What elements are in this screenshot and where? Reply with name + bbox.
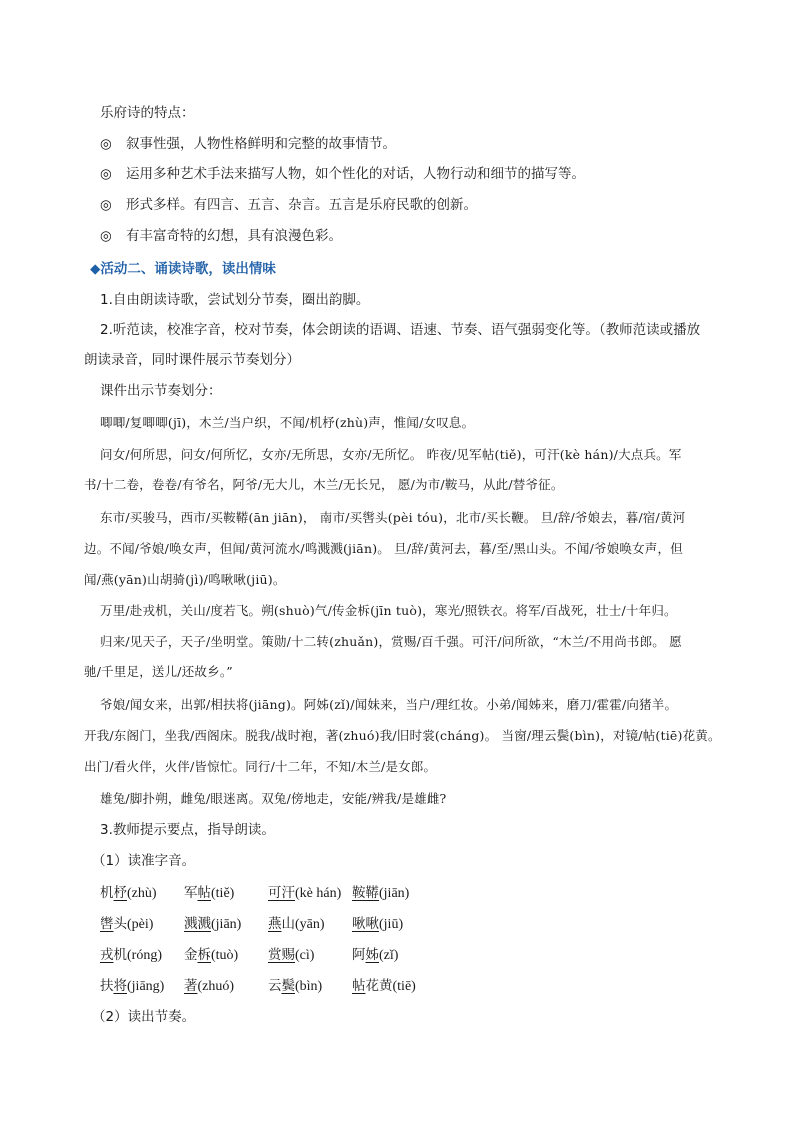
poem-stanza-2-line-1: 问女/何所思，问女/何所忆，女亦/无所思，女亦/无所忆。 昨夜/见军帖(tiě)，可汗(kè hán)/大点兵。军 [100, 447, 682, 462]
bullet-mark: ◎ [100, 166, 112, 182]
vocab-item: 赏赐(cì) [268, 947, 315, 963]
vocab-item: 云鬓(bìn) [268, 978, 323, 994]
poem-stanza-2-line-2: 书/十二卷，卷卷/有爷名，阿爷/无大儿，木兰/无长兄， 愿/为市/鞍马，从此/替爷征。 [84, 477, 564, 492]
sub-step-rhythm: （2）读出节奏。 [92, 1009, 196, 1025]
vocab-item: 著(zhuó) [184, 978, 235, 994]
vocab-item: 金柝(tuò) [184, 947, 239, 963]
poem-stanza-4: 万里/赴戎机，关山/度若飞。朔(shuò)气/传金柝(jīn tuò)，寒光/照铁衣。将军/百战死，壮士/十年归。 [100, 603, 677, 618]
vocab-item: 可汗(kè hán) [268, 885, 342, 901]
vocab-item: 戎机(róng) [100, 947, 162, 963]
vocab-item: 帖花黄(tiē) [352, 978, 416, 994]
vocab-item: 溅溅(jiān) [184, 916, 242, 932]
step-3: 3.教师提示要点，指导朗读。 [100, 822, 275, 838]
poem-stanza-6-line-2: 开我/东阁门，坐我/西阁床。脱我/战时袍，著(zhuó)我/旧时裳(cháng)。 当窗/理云鬓(bìn)，对镜/帖(tiē)花黄。 [84, 728, 721, 743]
step-2-line-2: 朗读录音，同时课件展示节奏划分） [84, 352, 300, 368]
feature-text: 运用多种艺术手法来描写人物，如个性化的对话，人物行动和细节的描写等。 [126, 166, 585, 182]
vocab-item: 军帖(tiě) [184, 885, 235, 901]
courseware-label: 课件出示节奏划分： [100, 383, 222, 399]
sub-step-pronunciation: （1）读准字音。 [92, 853, 196, 869]
vocab-item: 机杼(zhù) [100, 885, 157, 901]
poem-stanza-6-line-1: 爷娘/闻女来，出郭/相扶将(jiāng)。阿姊(zǐ)/闻妹来，当户/理红妆。小弟/闻姊来，磨刀/霍霍/向猪羊。 [100, 697, 678, 712]
poem-stanza-3-line-1: 东市/买骏马，西市/买鞍鞯(ān jiān)， 南市/买辔头(pèi tóu)，北市/买长鞭。 旦/辞/爷娘去，暮/宿/黄河 [100, 510, 686, 525]
poem-stanza-1: 唧唧/复唧唧(jī)，木兰/当户织，不闻/机杼(zhù)声，惟闻/女叹息。 [100, 415, 475, 430]
vocab-item: 阿姊(zǐ) [352, 947, 399, 963]
features-title: 乐府诗的特点： [100, 105, 195, 121]
feature-text: 有丰富奇特的幻想，具有浪漫色彩。 [126, 228, 342, 244]
feature-text: 叙事性强，人物性格鲜明和完整的故事情节。 [126, 136, 396, 152]
bullet-mark: ◎ [100, 197, 112, 213]
vocab-item: 扶将(jiāng) [100, 978, 165, 994]
poem-stanza-6-line-3: 出门/看火伴，火伴/皆惊忙。同行/十二年，不知/木兰/是女郎。 [84, 759, 437, 774]
feature-item [100, 227, 342, 245]
vocab-item: 燕山(yān) [268, 916, 325, 932]
poem-stanza-5-line-2: 驰/千里足，送儿/还故乡。” [84, 664, 233, 679]
feature-text: 形式多样。有四言、五言、杂言。五言是乐府民歌的创新。 [126, 197, 477, 213]
poem-stanza-5-line-1: 归来/见天子，天子/坐明堂。策勋/十二转(zhuǎn)，赏赐/百千强。可汗/问所欲，“木兰/不用尚书郎。 愿 [100, 634, 682, 649]
vocab-item: 鞍鞯(jiān) [352, 885, 410, 901]
bullet-mark: ◎ [100, 136, 112, 152]
activity-heading: ◆活动二、诵读诗歌，读出情味 [90, 261, 276, 277]
poem-stanza-3-line-2: 边。不闻/爷娘/唤女声，但闻/黄河流水/鸣溅溅(jiān)。 旦/辞/黄河去，暮/至/黑山头。不闻/爷娘唤女声，但 [84, 541, 683, 556]
poem-stanza-3-line-3: 闻/燕(yān)山胡骑(jì)/鸣啾啾(jiū)。 [84, 572, 286, 587]
bullet-mark: ◎ [100, 228, 112, 244]
vocab-item: 啾啾(jiū) [352, 916, 404, 932]
vocab-item: 辔头(pèi) [100, 916, 154, 932]
step-2-line-1: 2.听范读，校准字音，校对节奏，体会朗读的语调、语速、节奏、语气强弱变化等。（教师范读或播放 [100, 322, 701, 338]
poem-stanza-7: 雄兔/脚扑朔，雌兔/眼迷离。双兔/傍地走，安能/辨我/是雄雌? [100, 791, 447, 806]
feature-item [100, 165, 585, 183]
step-1: 1.自由朗读诗歌，尝试划分节奏，圈出韵脚。 [100, 292, 370, 308]
feature-item [100, 135, 396, 153]
feature-item [100, 196, 477, 214]
